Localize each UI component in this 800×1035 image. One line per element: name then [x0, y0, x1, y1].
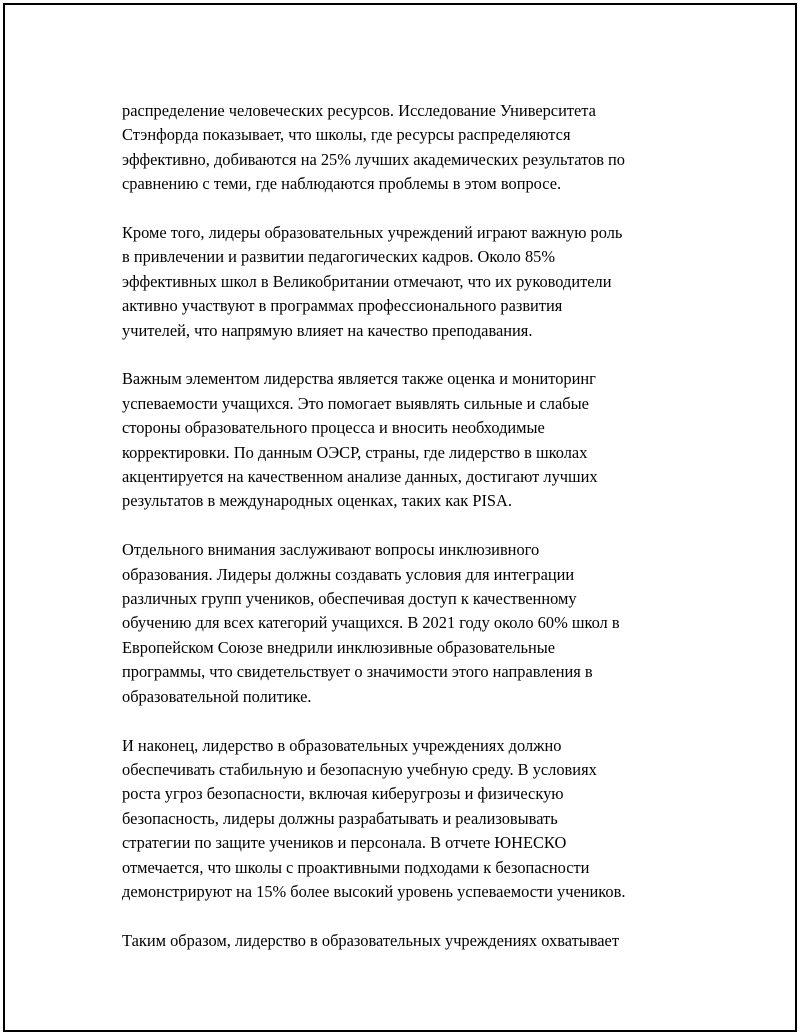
text-line: результатов в международных оценках, таких как PISA. — [122, 491, 512, 511]
text-line: демонстрируют на 15% более высокий уровень успеваемости учеников. — [122, 881, 626, 901]
paragraph-conclusion — [122, 929, 722, 953]
text-line: распределение человеческих ресурсов. Исследование Университета — [122, 101, 596, 120]
text-line: успеваемости учащихся. Это помогает выявлять сильные и слабые — [122, 393, 589, 413]
paragraph-resources — [122, 99, 722, 197]
paragraph-safety — [122, 734, 722, 905]
text-line: различных групп учеников, обеспечивая доступ к качественному — [122, 589, 577, 609]
text-line: И наконец, лидерство в образовательных учреждениях должно — [122, 735, 562, 755]
paragraph-staff-development — [122, 221, 722, 343]
text-line: Европейском Союзе внедрили инклюзивные образовательные — [122, 637, 556, 657]
page-frame — [3, 3, 797, 1032]
text-line: роста угроз безопасности, включая киберугрозы и физическую — [122, 784, 564, 804]
text-line: Стэнфорда показывает, что школы, где ресурсы распределяются — [122, 125, 571, 145]
text-line: стороны образовательного процесса и вносить необходимые — [122, 418, 545, 438]
text-line: обеспечивать стабильную и безопасную учебную среду. В условиях — [122, 759, 597, 779]
text-line: сравнению с теми, где наблюдаются проблемы в этом вопросе. — [122, 174, 562, 194]
paragraph-monitoring — [122, 367, 722, 513]
text-line: корректировки. По данным ОЭСР, страны, где лидерство в школах — [122, 442, 588, 462]
text-line: учителей, что напрямую влияет на качество преподавания. — [122, 320, 533, 340]
text-line: акцентируется на качественном анализе данных, достигают лучших — [122, 467, 598, 487]
document-body — [122, 99, 722, 978]
text-line: в привлечении и развитии педагогических кадров. Около 85% — [122, 247, 555, 267]
text-line: программы, что свидетельствует о значимости этого направления в — [122, 662, 593, 682]
text-line: Кроме того, лидеры образовательных учреждений играют важную роль — [122, 223, 623, 243]
text-line: образовательной политике. — [122, 686, 312, 706]
paragraph-inclusive-education — [122, 538, 722, 709]
text-line: образования. Лидеры должны создавать условия для интеграции — [122, 564, 575, 584]
text-line: безопасность, лидеры должны разрабатывать и реализовывать — [122, 808, 558, 828]
text-line: обучению для всех категорий учащихся. В 2021 году около 60% школ в — [122, 613, 620, 633]
text-line: Отдельного внимания заслуживают вопросы инклюзивного — [122, 540, 540, 560]
text-line: эффективных школ в Великобритании отмечают, что их руководители — [122, 271, 612, 291]
text-line: Таким образом, лидерство в образовательных учреждениях охватывает — [122, 930, 619, 950]
text-line: активно участвуют в программах профессионального развития — [122, 296, 563, 316]
text-line: Важным элементом лидерства является также оценка и мониторинг — [122, 369, 596, 389]
text-line: отмечается, что школы с проактивными подходами к безопасности — [122, 857, 590, 877]
text-line: эффективно, добиваются на 25% лучших академических результатов по — [122, 149, 625, 169]
text-line: стратегии по защите учеников и персонала. В отчете ЮНЕСКО — [122, 833, 567, 853]
